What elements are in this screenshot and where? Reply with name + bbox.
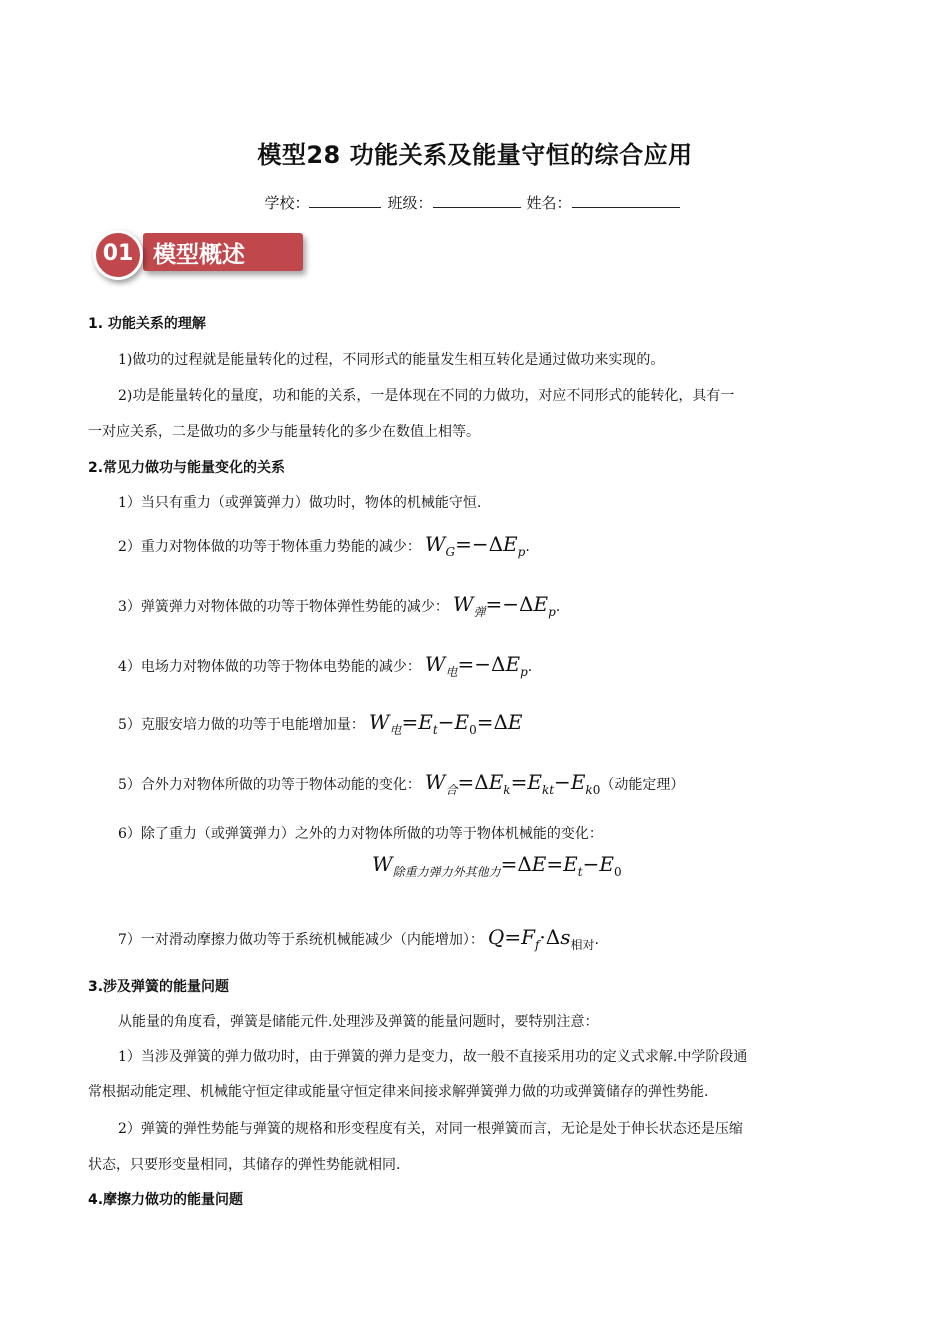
formula-mechanical: $W_{除重力弹力外其他力}=\Delta E=E_t-E_0$ [372, 852, 622, 879]
section-2-heading: 2.常见力做功与能量变化的关系 [88, 460, 286, 476]
s3-paragraph-2a: 2）弹簧的弹性势能与弹簧的规格和形变程度有关，对同一根弹簧而言，无论是处于伸长状态还是压缩 [118, 1121, 743, 1137]
banner-label-box [143, 233, 303, 271]
student-info-line [0, 192, 950, 213]
s2-item-7: 6）除了重力（或弹簧弹力）之外的力对物体所做的功等于物体机械能的变化： [118, 826, 603, 842]
s2-item-4: 4）电场力对物体做的功等于物体电势能的减少： $W_电=-\Delta E_p$. [118, 652, 533, 679]
s2-item-2: 2）重力对物体做的功等于物体重力势能的减少： $W_G=-\Delta E_p$. [118, 532, 530, 559]
page-title: 模型28 功能关系及能量守恒的综合应用 [257, 141, 693, 169]
formula-ampere: $W_电=E_t-E_0=\Delta E$ [368, 710, 523, 737]
formula-friction-heat: $Q=F_f\cdot\Delta s_{相对}$ [487, 925, 595, 952]
s2-item-3-text: 3）弹簧弹力对物体做的功等于物体弹性势能的减少： [118, 599, 449, 615]
s3-paragraph-2b: 状态，只要形变量相同，其储存的弹性势能就相同. [88, 1157, 401, 1173]
formula-kinetic: $W_合=\Delta E_k=E_{kt}-E_{k0}$ [424, 770, 601, 797]
name-label: 姓名： [526, 194, 572, 212]
s2-item-4-text: 4）电场力对物体做的功等于物体电势能的减少： [118, 659, 421, 675]
class-label: 班级： [387, 194, 433, 212]
s2-item-8-text: 7）一对滑动摩擦力做功等于系统机械能减少（内能增加）： [118, 932, 484, 948]
s2-item-2-text: 2）重力对物体做的功等于物体重力势能的减少： [118, 539, 421, 555]
s2-item-8: 7）一对滑动摩擦力做功等于系统机械能减少（内能增加）： $Q=F_f\cdot\Delta s_{相对}$. [118, 925, 599, 952]
s2-item-5-text: 5）克服安培力做的功等于电能增加量： [118, 717, 365, 733]
formula-spring: $W_弹=-\Delta E_p$ [452, 592, 556, 619]
s1-paragraph-2a: 2)功是能量转化的量度，功和能的关系，一是体现在不同的力做功，对应不同形式的能转化，具有一 [118, 388, 735, 404]
banner-number: 01 [102, 241, 134, 266]
s2-item-3: 3）弹簧弹力对物体做的功等于物体弹性势能的减少： $W_弹=-\Delta E_p$. [118, 592, 561, 619]
section-4-heading: 4.摩擦力做功的能量问题 [88, 1192, 244, 1208]
s3-paragraph-1b: 常根据动能定理、机械能守恒定律或能量守恒定律来间接求解弹簧弹力做的功或弹簧储存的弹性势能. [88, 1084, 709, 1100]
name-blank[interactable] [572, 193, 680, 208]
section-1-heading: 1. 功能关系的理解 [88, 316, 206, 332]
s2-item-6 [118, 770, 684, 798]
school-label: 学校： [264, 194, 310, 212]
s2-item-1: 1）当只有重力（或弹簧弹力）做功时，物体的机械能守恒. [118, 495, 482, 511]
s2-item-5 [118, 710, 523, 738]
class-blank[interactable] [433, 193, 521, 208]
banner-number-circle [93, 230, 143, 280]
formula-electric: $W_电=-\Delta E_p$ [424, 652, 528, 679]
s3-paragraph-0: 从能量的角度看，弹簧是储能元件.处理涉及弹簧的能量问题时，要特别注意： [118, 1014, 599, 1030]
s1-paragraph-2b: 一对应关系，二是做功的多少与能量转化的多少在数值上相等。 [88, 424, 480, 440]
kinetic-theorem-note: （动能定理） [600, 777, 685, 793]
formula-gravity: $W_G=-\Delta E_p$ [424, 532, 526, 559]
school-blank[interactable] [309, 193, 381, 208]
section-banner [93, 230, 313, 278]
s2-item-6-text: 5）合外力对物体所做的功等于物体动能的变化： [118, 777, 421, 793]
s1-paragraph-1: 1)做功的过程就是能量转化的过程，不同形式的能量发生相互转化是通过做功来实现的。 [118, 352, 665, 368]
banner-label: 模型概述 [153, 242, 245, 268]
s3-paragraph-1a: 1）当涉及弹簧的弹力做功时，由于弹簧的弹力是变力，故一般不直接采用功的定义式求解.中学阶段通 [118, 1049, 748, 1065]
section-3-heading: 3.涉及弹簧的能量问题 [88, 979, 230, 995]
